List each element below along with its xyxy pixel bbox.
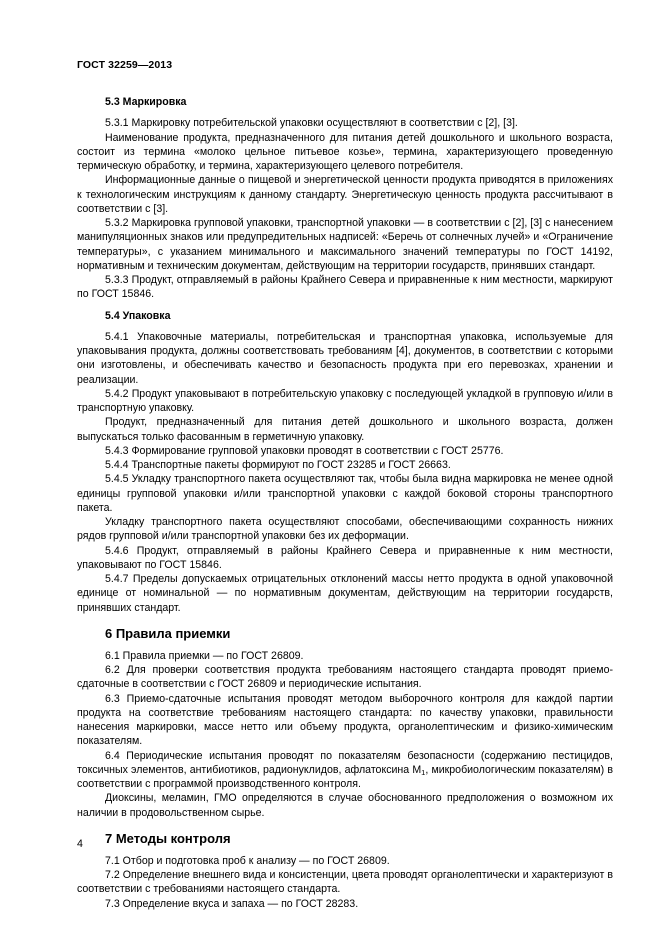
document-body xyxy=(77,95,613,911)
paragraph: Продукт, предназначенный для питания детей дошкольного и школьного возраста, должен выпускаться только фасованным в герметичную упаковку. xyxy=(77,416,613,443)
section-6-title: 6 Правила приемки xyxy=(105,625,231,641)
section-5-4-title: 5.4 Упаковка xyxy=(105,309,171,322)
paragraph: Наименование продукта, предназначенного для питания детей дошкольного и школьного возраста, состоит из термина «молоко цельное питьевое козье», термина, характеризующего проведенную термическую обработку, и термина, характеризующего целевого потребителя. xyxy=(77,131,613,172)
paragraph: Диоксины, меламин, ГМО определяются в случае обоснованного предположения о возможном их наличии в продовольственном сырье. xyxy=(77,792,613,819)
paragraph: 6.2 Для проверки соответствия продукта требованиям настоящего стандарта проводят приемо-сдаточные в соответствии с ГОСТ 26809 и периодические испытания. xyxy=(77,664,613,691)
paragraph: 5.4.5 Укладку транспортного пакета осуществляют так, чтобы была видна маркировка не менее одной единицы групповой упаковки и/или транспортной упаковки с каждой боковой стороны транспортного пакета. xyxy=(77,473,613,514)
page-number: 4 xyxy=(77,838,83,850)
paragraph xyxy=(77,749,613,792)
section-7-title: 7 Методы контроля xyxy=(105,830,231,846)
paragraph: Укладку транспортного пакета осуществляют способами, обеспечивающими сохранность нижних рядов групповой и/или транспортной упаковки без их деформации. xyxy=(77,516,613,543)
paragraph: 5.4.4 Транспортные пакеты формируют по ГОСТ 23285 и ГОСТ 26663. xyxy=(105,459,451,471)
paragraph: 7.1 Отбор и подготовка проб к анализу — по ГОСТ 26809. xyxy=(105,854,390,867)
paragraph: Информационные данные о пищевой и энергетической ценности продукта приводятся в приложениях к технологическим инструкциям к данному стандарту. Энергетическую ценность продукта рассчитывают в соответствии с [3]. xyxy=(77,174,613,215)
paragraph: 5.4.1 Упаковочные материалы, потребительская и транспортная упаковка, используемые для упаковывания продукта, должны соответствовать требованиям [4], документов, в соответствии с которыми они изготовлены, и обеспечивать качество и безопасность продукта при его перевозках, хранении и реализации. xyxy=(77,330,613,386)
paragraph: 6.3 Приемо-сдаточные испытания проводят методом выборочного контроля для каждой партии продукта на соответствие требованиям настоящего стандарта: по качеству упаковки, правильности нанесения маркировки, массе нетто или объему продукта, органолептическим и физико-химическим показателям. xyxy=(77,692,613,748)
paragraph: 5.4.7 Пределы допускаемых отрицательных отклонений массы нетто продукта в одной упаковочной единице от номинальной — по нормативным документам, действующим на территории государств, принявших стандарт. xyxy=(77,573,613,614)
paragraph: 7.3 Определение вкуса и запаха — по ГОСТ 28283. xyxy=(105,897,359,910)
paragraph: 7.2 Определение внешнего вида и консистенции, цвета проводят органолептически и характеризуют в соответствии с требованиями настоящего стандарта. xyxy=(77,869,613,896)
document-header: ГОСТ 32259—2013 xyxy=(77,59,173,71)
paragraph: 6.1 Правила приемки — по ГОСТ 26809. xyxy=(105,649,304,662)
paragraph-text: , микробиологическим показателям) в соответствии с программой производственного контроля. xyxy=(77,763,613,790)
subscript: 1 xyxy=(421,767,426,777)
paragraph: 5.3.3 Продукт, отправляемый в районы Крайнего Севера и приравненные к ним местности, маркируют по ГОСТ 15846. xyxy=(77,274,613,301)
paragraph: 5.4.2 Продукт упаковывают в потребительскую упаковку с последующей укладкой в групповую и/или в транспортную упаковку. xyxy=(77,387,613,414)
paragraph: 5.4.3 Формирование групповой упаковки проводят в соответствии с ГОСТ 25776. xyxy=(105,444,504,457)
section-5-3-title: 5.3 Маркировка xyxy=(105,96,187,108)
paragraph: 5.3.1 Маркировку потребительской упаковки осуществляют в соответствии с [2], [3]. xyxy=(105,117,518,130)
paragraph: 5.4.6 Продукт, отправляемый в районы Крайнего Севера и приравненные к ним местности, упаковывают по ГОСТ 15846. xyxy=(77,544,613,571)
paragraph: 5.3.2 Маркировка групповой упаковки, транспортной упаковки — в соответствии с [2], [3] с нанесением манипуляционных знаков или предупредительных надписей: «Беречь от солнечных лучей» и «Ограничение температуры», с указанием минимального и максимального значений температуры по ГОСТ 14192, нормативным и техническим документам, действующим на территории государств, принявших стандарт. xyxy=(77,217,613,272)
paragraph-text: 6.4 Периодические испытания проводят по показателям безопасности (содержанию пестицидов, токсичных элементов, антибиотиков, радионуклидов, афлатоксина М xyxy=(77,749,613,776)
